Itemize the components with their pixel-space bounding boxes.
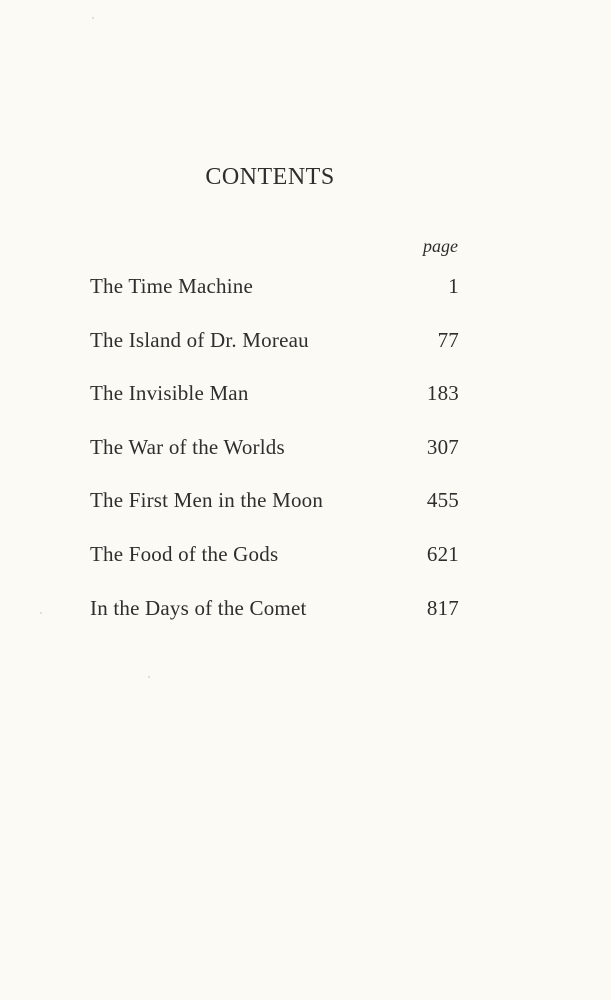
toc-entry[interactable] (90, 594, 459, 648)
toc-entry[interactable] (90, 272, 459, 326)
toc-entry-title: In the Days of the Comet (90, 595, 307, 620)
toc-entry-page: 621 (426, 541, 459, 566)
toc-entry-title: The Invisible Man (90, 381, 249, 406)
toc-entry[interactable] (90, 540, 459, 594)
toc-entry-title: The Food of the Gods (90, 541, 279, 566)
toc-entry-title: The First Men in the Moon (90, 488, 324, 513)
page-column-label: page (423, 236, 458, 256)
contents-heading: CONTENTS (205, 164, 335, 190)
toc-entry-page: 1 (448, 274, 459, 298)
toc-entry[interactable] (90, 486, 459, 540)
toc-entry-page: 817 (426, 595, 459, 620)
table-of-contents (90, 272, 459, 647)
paper-speck (92, 17, 94, 19)
toc-entry-page: 307 (426, 434, 459, 459)
toc-entry-title: The Island of Dr. Moreau (90, 327, 309, 352)
toc-entry-title: The War of the Worlds (90, 434, 285, 459)
toc-entry-title: The Time Machine (90, 274, 254, 298)
toc-entry-page: 77 (437, 327, 459, 352)
paper-speck (40, 612, 42, 614)
toc-entry-page: 183 (426, 381, 459, 406)
paper-speck (148, 676, 150, 678)
toc-entry[interactable] (90, 433, 459, 487)
toc-entry-page: 455 (426, 488, 459, 513)
toc-entry[interactable] (90, 326, 459, 380)
toc-entry[interactable] (90, 379, 459, 433)
